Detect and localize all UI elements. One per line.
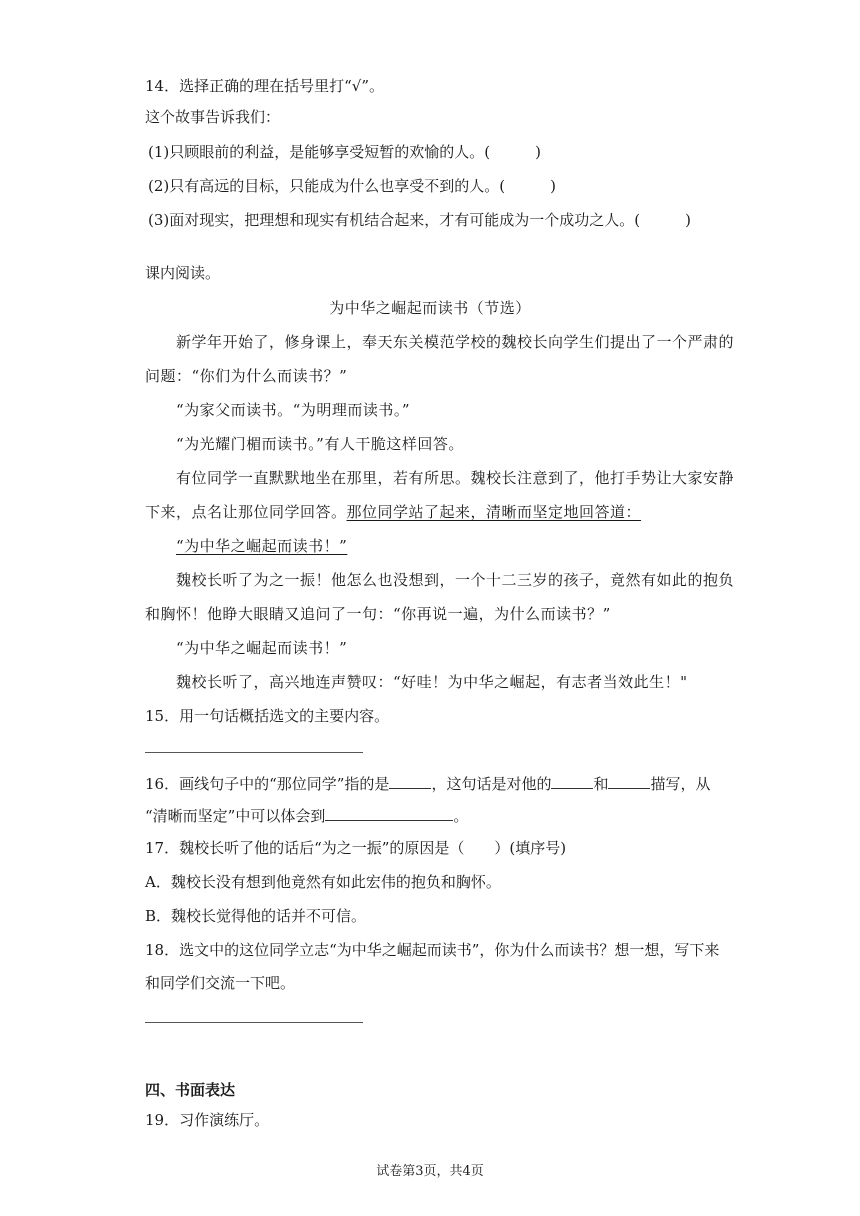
q16-text-4: 描写，从	[650, 775, 711, 793]
q14-title: 14．选择正确的理在括号里打“√”。	[145, 77, 384, 95]
q16-text-5: “清晰而坚定”中可以体会到	[145, 807, 326, 825]
q17-option-a: A．魏校长没有想到他竟然有如此宏伟的抱负和胸怀。	[145, 873, 501, 891]
reading-label: 课内阅读。	[145, 264, 221, 282]
q16-line2	[145, 806, 468, 826]
q16-line1	[145, 774, 710, 794]
passage-p4b	[145, 502, 641, 522]
passage-p1a: 新学年开始了，修身课上，奉天东关模范学校的魏校长向学生们提出了一个严肃的	[176, 333, 735, 351]
q16-blank-2[interactable]	[551, 774, 593, 789]
passage-p8: 魏校长听了，高兴地连声赞叹：“好哇！为中华之崛起，有志者当效此生！"	[176, 673, 688, 691]
section4-heading: 四、书面表达	[145, 1081, 236, 1099]
q16-blank-1[interactable]	[389, 774, 431, 789]
q18-line2: 和同学们交流一下吧。	[145, 974, 296, 992]
q15-text: 15．用一句话概括选文的主要内容。	[145, 707, 390, 725]
q17-option-b: B．魏校长觉得他的话并不可信。	[145, 907, 367, 925]
passage-p7: “为中华之崛起而读书！”	[176, 639, 348, 657]
q14-option-2: (2)只有高远的目标，只能成为什么也享受不到的人。( )	[148, 177, 556, 195]
q16-text-2: ，这句话是对他的	[431, 775, 552, 793]
passage-p3: “为光耀门楣而读书。”有人干脆这样回答。	[176, 435, 464, 453]
passage-title: 为中华之崛起而读书（节选）	[329, 299, 531, 317]
passage-p6a: 魏校长听了为之一振！他怎么也没想到，一个十二三岁的孩子，竟然有如此的抱负	[176, 571, 735, 589]
passage-p4b-plain: 下来，点名让那位同学回答。	[145, 503, 347, 521]
q16-text-1: 16．画线句子中的“那位同学”指的是	[145, 775, 390, 793]
q18-answer-line[interactable]	[145, 1022, 363, 1023]
passage-p1b: 问题：“你们为什么而读书？”	[145, 367, 348, 385]
q14-option-3: (3)面对现实，把理想和现实有机结合起来，才有可能成为一个成功之人。( )	[148, 211, 691, 229]
q17-text: 17．魏校长听了他的话后“为之一振”的原因是（ ）(填序号)	[145, 839, 567, 857]
q19-text: 19．习作演练厅。	[145, 1111, 270, 1129]
passage-p6b: 和胸怀！他睁大眼睛又追问了一句：“你再说一遍，为什么而读书？”	[145, 605, 611, 623]
q16-text-6: 。	[453, 807, 469, 825]
passage-p2: “为家父而读书。“为明理而读书。”	[176, 401, 411, 419]
q18-line1: 18．选文中的这位同学立志“为中华之崛起而读书”，你为什么而读书？想一想，写下来	[145, 941, 720, 959]
underlined-sentence-part2: “为中华之崛起而读书！”	[176, 537, 348, 555]
q16-blank-3[interactable]	[608, 774, 650, 789]
q14-intro: 这个故事告诉我们：	[145, 108, 281, 126]
q14-option-1: (1)只顾眼前的利益，是能够享受短暂的欢愉的人。( )	[148, 143, 541, 161]
q16-blank-4[interactable]	[325, 806, 453, 821]
page-footer: 试卷第3页，共4页	[376, 1164, 484, 1179]
passage-p4a: 有位同学一直默默地坐在那里，若有所思。魏校长注意到了，他打手势让大家安静	[176, 469, 735, 487]
underlined-sentence-part1: 那位同学站了起来，清晰而坚定地回答道：	[346, 503, 642, 521]
q16-text-3: 和	[593, 775, 609, 793]
q15-answer-line[interactable]	[145, 752, 363, 753]
